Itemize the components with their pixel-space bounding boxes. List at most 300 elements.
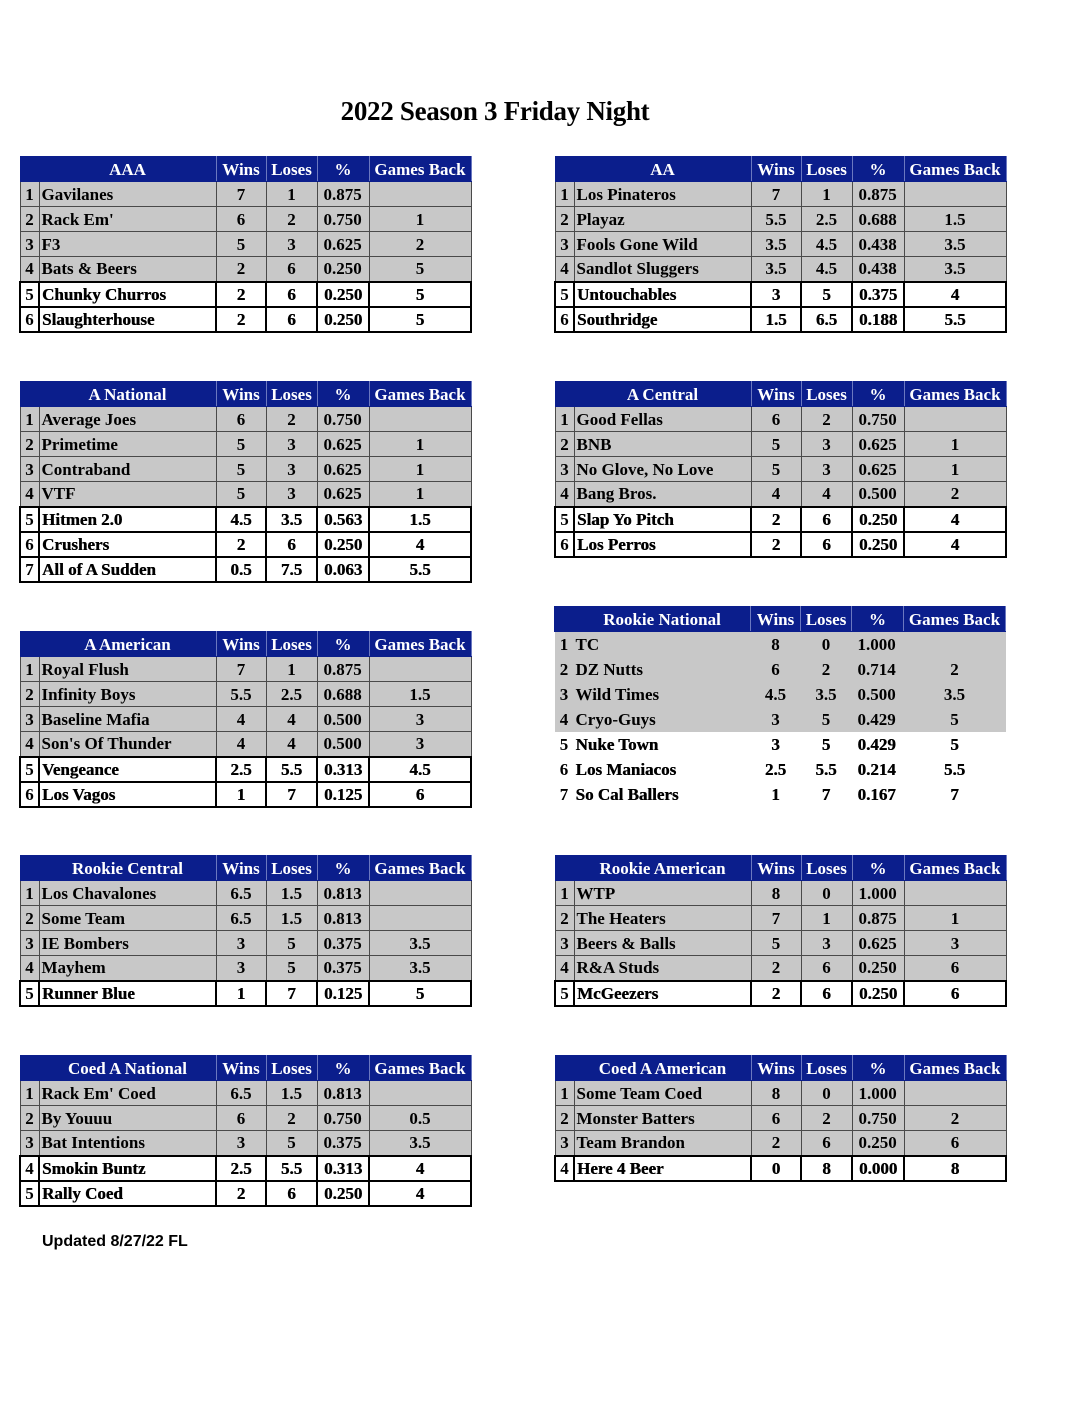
table-row — [555, 657, 1006, 682]
header-row — [555, 1056, 1006, 1081]
games-back-cell — [904, 632, 1006, 657]
division-name: Coed A American — [574, 1056, 751, 1081]
team-name: Los Chavalones — [39, 881, 216, 906]
loses-cell: 6 — [266, 532, 317, 557]
rank-cell: 3 — [20, 232, 39, 257]
games-back-cell: 1 — [369, 432, 471, 457]
pct-cell: 0.625 — [317, 482, 369, 507]
team-name: Some Team — [39, 906, 216, 931]
table-row — [555, 757, 1006, 782]
header-games-back: Games Back — [904, 856, 1006, 881]
games-back-cell: 3 — [369, 732, 471, 757]
table-row — [555, 182, 1006, 207]
games-back-cell: 3.5 — [904, 232, 1006, 257]
rank-cell: 5 — [555, 981, 574, 1006]
table-row — [555, 981, 1006, 1006]
standings-rookie-american — [554, 855, 1007, 1007]
wins-cell: 5.5 — [216, 682, 266, 707]
page-title: 2022 Season 3 Friday Night — [340, 96, 650, 126]
header-rank-cell — [555, 157, 574, 182]
games-back-cell — [369, 906, 471, 931]
header-loses: Loses — [266, 1056, 317, 1081]
header-games-back: Games Back — [369, 157, 471, 182]
rank-cell: 3 — [555, 232, 574, 257]
table-row — [20, 1106, 471, 1131]
standings-aa — [554, 156, 1007, 333]
table-row — [555, 1081, 1006, 1106]
pct-cell: 0.375 — [317, 956, 369, 981]
wins-cell: 6.5 — [216, 1081, 266, 1106]
team-name: Playaz — [574, 207, 751, 232]
loses-cell: 7.5 — [266, 557, 317, 582]
rank-cell: 4 — [20, 1156, 39, 1181]
loses-cell: 3 — [801, 432, 852, 457]
rank-cell: 1 — [20, 881, 39, 906]
wins-cell: 2 — [751, 1131, 801, 1156]
games-back-cell: 4 — [904, 282, 1006, 307]
wins-cell: 6 — [751, 407, 801, 432]
header-rank-cell — [555, 1056, 574, 1081]
wins-cell: 2 — [216, 532, 266, 557]
rank-cell: 4 — [20, 732, 39, 757]
loses-cell: 3 — [801, 931, 852, 956]
loses-cell: 0 — [801, 881, 852, 906]
rank-cell: 2 — [20, 1106, 39, 1131]
header-row — [555, 157, 1006, 182]
table-row — [555, 207, 1006, 232]
rank-cell: 6 — [20, 532, 39, 557]
loses-cell: 0 — [801, 632, 852, 657]
table-row — [555, 532, 1006, 557]
games-back-cell: 1.5 — [369, 682, 471, 707]
pct-cell: 0.375 — [317, 1131, 369, 1156]
header-pct: % — [852, 157, 904, 182]
table-row — [555, 906, 1006, 931]
division-name: AA — [574, 157, 751, 182]
rank-cell: 2 — [20, 682, 39, 707]
header-rank-cell — [20, 382, 39, 407]
pct-cell: 0.813 — [317, 881, 369, 906]
pct-cell: 0.714 — [852, 657, 904, 682]
loses-cell: 1 — [801, 182, 852, 207]
header-loses: Loses — [266, 382, 317, 407]
pct-cell: 0.875 — [317, 657, 369, 682]
rank-cell: 3 — [20, 707, 39, 732]
division-name: A American — [39, 632, 216, 657]
team-name: Some Team Coed — [574, 1081, 751, 1106]
team-name: IE Bombers — [39, 931, 216, 956]
games-back-cell — [369, 407, 471, 432]
loses-cell: 6 — [801, 507, 852, 532]
pct-cell: 0.438 — [852, 257, 904, 282]
team-name: TC — [574, 632, 751, 657]
pct-cell: 1.000 — [852, 1081, 904, 1106]
header-wins: Wins — [751, 382, 801, 407]
header-games-back: Games Back — [369, 856, 471, 881]
header-rank-cell — [555, 382, 574, 407]
team-name: Beers & Balls — [574, 931, 751, 956]
rank-cell: 6 — [555, 532, 574, 557]
team-name: Vengeance — [39, 757, 216, 782]
table-row — [20, 906, 471, 931]
rank-cell: 1 — [20, 407, 39, 432]
rank-cell: 5 — [20, 282, 39, 307]
loses-cell: 6 — [801, 1131, 852, 1156]
loses-cell: 5 — [266, 1131, 317, 1156]
division-name: Rookie Central — [39, 856, 216, 881]
table-row — [20, 931, 471, 956]
standings-aaa — [19, 156, 472, 333]
rank-cell: 2 — [555, 657, 574, 682]
pct-cell: 0.563 — [317, 507, 369, 532]
pct-cell: 0.875 — [852, 906, 904, 931]
wins-cell: 2 — [751, 956, 801, 981]
header-wins: Wins — [216, 157, 266, 182]
table-row — [555, 507, 1006, 532]
team-name: BNB — [574, 432, 751, 457]
header-wins: Wins — [751, 607, 801, 632]
table-row — [20, 307, 471, 332]
loses-cell: 1 — [266, 182, 317, 207]
pct-cell: 0.429 — [852, 732, 904, 757]
games-back-cell: 3.5 — [904, 257, 1006, 282]
header-pct: % — [852, 607, 904, 632]
team-name: Rack Em' — [39, 207, 216, 232]
games-back-cell: 4 — [369, 1156, 471, 1181]
wins-cell: 6.5 — [216, 906, 266, 931]
games-back-cell: 5 — [904, 707, 1006, 732]
division-name: A Central — [574, 382, 751, 407]
header-loses: Loses — [801, 856, 852, 881]
table-row — [20, 407, 471, 432]
header-rank-cell — [555, 856, 574, 881]
rank-cell: 3 — [555, 931, 574, 956]
rank-cell: 5 — [20, 981, 39, 1006]
pct-cell: 0.250 — [852, 532, 904, 557]
team-name: Nuke Town — [574, 732, 751, 757]
pct-cell: 0.500 — [852, 682, 904, 707]
games-back-cell: 5.5 — [369, 557, 471, 582]
header-loses: Loses — [801, 157, 852, 182]
pct-cell: 0.375 — [317, 931, 369, 956]
team-name: Good Fellas — [574, 407, 751, 432]
header-row — [20, 1056, 471, 1081]
rank-cell: 1 — [20, 1081, 39, 1106]
games-back-cell — [904, 407, 1006, 432]
games-back-cell: 2 — [904, 482, 1006, 507]
wins-cell: 2 — [751, 981, 801, 1006]
pct-cell: 0.750 — [852, 1106, 904, 1131]
table-row — [20, 707, 471, 732]
loses-cell: 4 — [266, 732, 317, 757]
rank-cell: 3 — [555, 682, 574, 707]
loses-cell: 3.5 — [266, 507, 317, 532]
loses-cell: 2.5 — [266, 682, 317, 707]
table-row — [20, 981, 471, 1006]
table-row — [555, 482, 1006, 507]
loses-cell: 1 — [266, 657, 317, 682]
table-row — [20, 532, 471, 557]
header-row — [555, 607, 1006, 632]
loses-cell: 5 — [266, 956, 317, 981]
wins-cell: 5 — [216, 232, 266, 257]
header-row — [20, 382, 471, 407]
loses-cell: 3.5 — [801, 682, 852, 707]
table-row — [20, 782, 471, 807]
header-games-back: Games Back — [904, 1056, 1006, 1081]
table-row — [555, 707, 1006, 732]
table-row — [20, 257, 471, 282]
table-row — [555, 257, 1006, 282]
team-name: Primetime — [39, 432, 216, 457]
rank-cell: 4 — [555, 482, 574, 507]
loses-cell: 3 — [266, 482, 317, 507]
loses-cell: 6 — [801, 956, 852, 981]
table-row — [20, 482, 471, 507]
table-row — [20, 507, 471, 532]
table-row — [20, 732, 471, 757]
team-name: Fools Gone Wild — [574, 232, 751, 257]
games-back-cell: 7 — [904, 782, 1006, 807]
wins-cell: 2.5 — [751, 757, 801, 782]
rank-cell: 4 — [20, 482, 39, 507]
games-back-cell — [369, 657, 471, 682]
rank-cell: 2 — [555, 207, 574, 232]
pct-cell: 0.500 — [317, 732, 369, 757]
rank-cell: 7 — [20, 557, 39, 582]
loses-cell: 2 — [801, 1106, 852, 1131]
loses-cell: 5.5 — [801, 757, 852, 782]
team-name: Hitmen 2.0 — [39, 507, 216, 532]
standings-a-national — [19, 381, 472, 583]
header-games-back: Games Back — [904, 607, 1006, 632]
games-back-cell: 5.5 — [904, 757, 1006, 782]
rank-cell: 4 — [555, 707, 574, 732]
table-row — [555, 1156, 1006, 1181]
wins-cell: 0.5 — [216, 557, 266, 582]
wins-cell: 5 — [751, 432, 801, 457]
table-row — [20, 657, 471, 682]
loses-cell: 3 — [266, 232, 317, 257]
table-row — [20, 1081, 471, 1106]
wins-cell: 6 — [216, 1106, 266, 1131]
games-back-cell: 2 — [369, 232, 471, 257]
wins-cell: 2 — [216, 282, 266, 307]
pct-cell: 0.313 — [317, 1156, 369, 1181]
standings-a-central — [554, 381, 1007, 558]
games-back-cell: 0.5 — [369, 1106, 471, 1131]
team-name: Baseline Mafia — [39, 707, 216, 732]
team-name: Los Vagos — [39, 782, 216, 807]
team-name: Untouchables — [574, 282, 751, 307]
pct-cell: 0.875 — [317, 182, 369, 207]
wins-cell: 5.5 — [751, 207, 801, 232]
rank-cell: 1 — [20, 182, 39, 207]
loses-cell: 3 — [801, 457, 852, 482]
team-name: Los Pinateros — [574, 182, 751, 207]
header-games-back: Games Back — [369, 1056, 471, 1081]
wins-cell: 4 — [751, 482, 801, 507]
loses-cell: 4.5 — [801, 232, 852, 257]
team-name: Southridge — [574, 307, 751, 332]
loses-cell: 6 — [266, 257, 317, 282]
loses-cell: 4 — [801, 482, 852, 507]
rank-cell: 1 — [555, 407, 574, 432]
team-name: Son's Of Thunder — [39, 732, 216, 757]
wins-cell: 1.5 — [751, 307, 801, 332]
header-pct: % — [317, 856, 369, 881]
games-back-cell — [369, 182, 471, 207]
pct-cell: 0.250 — [317, 257, 369, 282]
games-back-cell: 2 — [904, 1106, 1006, 1131]
games-back-cell: 3 — [904, 931, 1006, 956]
team-name: So Cal Ballers — [574, 782, 751, 807]
wins-cell: 2.5 — [216, 757, 266, 782]
games-back-cell — [369, 881, 471, 906]
team-name: Sandlot Sluggers — [574, 257, 751, 282]
games-back-cell: 5 — [369, 307, 471, 332]
rank-cell: 5 — [555, 282, 574, 307]
header-row — [555, 856, 1006, 881]
table-row — [20, 682, 471, 707]
loses-cell: 3 — [266, 432, 317, 457]
header-loses: Loses — [266, 856, 317, 881]
loses-cell: 1.5 — [266, 881, 317, 906]
team-name: VTF — [39, 482, 216, 507]
loses-cell: 6 — [266, 307, 317, 332]
wins-cell: 2 — [216, 1181, 266, 1206]
team-name: DZ Nutts — [574, 657, 751, 682]
pct-cell: 0.250 — [317, 282, 369, 307]
wins-cell: 1 — [216, 981, 266, 1006]
rank-cell: 5 — [20, 1181, 39, 1206]
team-name: Bat Intentions — [39, 1131, 216, 1156]
games-back-cell: 4 — [369, 532, 471, 557]
team-name: Royal Flush — [39, 657, 216, 682]
loses-cell: 2 — [801, 407, 852, 432]
rank-cell: 2 — [20, 207, 39, 232]
team-name: Average Joes — [39, 407, 216, 432]
rank-cell: 3 — [20, 457, 39, 482]
wins-cell: 2 — [216, 307, 266, 332]
wins-cell: 6 — [216, 407, 266, 432]
games-back-cell: 4 — [369, 1181, 471, 1206]
games-back-cell: 5 — [369, 981, 471, 1006]
team-name: F3 — [39, 232, 216, 257]
wins-cell: 3.5 — [751, 232, 801, 257]
games-back-cell: 2 — [904, 657, 1006, 682]
games-back-cell: 6 — [904, 1131, 1006, 1156]
wins-cell: 6 — [751, 1106, 801, 1131]
wins-cell: 2 — [751, 507, 801, 532]
pct-cell: 0.188 — [852, 307, 904, 332]
loses-cell: 2 — [801, 657, 852, 682]
pct-cell: 0.625 — [852, 457, 904, 482]
wins-cell: 0 — [751, 1156, 801, 1181]
loses-cell: 5 — [266, 931, 317, 956]
header-rank-cell — [555, 607, 574, 632]
loses-cell: 7 — [801, 782, 852, 807]
games-back-cell — [369, 1081, 471, 1106]
pct-cell: 0.250 — [317, 532, 369, 557]
loses-cell: 4.5 — [801, 257, 852, 282]
pct-cell: 0.429 — [852, 707, 904, 732]
division-name: Coed A National — [39, 1056, 216, 1081]
header-games-back: Games Back — [904, 157, 1006, 182]
table-row — [20, 232, 471, 257]
games-back-cell: 8 — [904, 1156, 1006, 1181]
rank-cell: 1 — [555, 1081, 574, 1106]
table-row — [555, 307, 1006, 332]
games-back-cell — [904, 182, 1006, 207]
rank-cell: 4 — [555, 257, 574, 282]
table-row — [20, 1181, 471, 1206]
games-back-cell: 1 — [904, 457, 1006, 482]
header-rank-cell — [20, 856, 39, 881]
header-loses: Loses — [801, 1056, 852, 1081]
team-name: Chunky Churros — [39, 282, 216, 307]
pct-cell: 0.813 — [317, 1081, 369, 1106]
loses-cell: 8 — [801, 1156, 852, 1181]
games-back-cell: 1 — [904, 432, 1006, 457]
header-wins: Wins — [751, 157, 801, 182]
rank-cell: 5 — [20, 757, 39, 782]
pct-cell: 0.214 — [852, 757, 904, 782]
pct-cell: 0.750 — [317, 207, 369, 232]
wins-cell: 3 — [751, 282, 801, 307]
header-pct: % — [317, 632, 369, 657]
games-back-cell: 4.5 — [369, 757, 471, 782]
pct-cell: 0.000 — [852, 1156, 904, 1181]
pct-cell: 0.625 — [317, 232, 369, 257]
header-pct: % — [852, 1056, 904, 1081]
team-name: Rack Em' Coed — [39, 1081, 216, 1106]
loses-cell: 7 — [266, 981, 317, 1006]
header-loses: Loses — [266, 157, 317, 182]
standings-rookie-national — [554, 606, 1006, 807]
pct-cell: 0.688 — [852, 207, 904, 232]
pct-cell: 1.000 — [852, 881, 904, 906]
table-row — [20, 557, 471, 582]
rank-cell: 3 — [20, 931, 39, 956]
updated-note: Updated 8/27/22 FL — [42, 1233, 188, 1250]
loses-cell: 4 — [266, 707, 317, 732]
rank-cell: 6 — [555, 307, 574, 332]
rank-cell: 3 — [555, 457, 574, 482]
games-back-cell: 5 — [369, 257, 471, 282]
games-back-cell: 1 — [369, 207, 471, 232]
wins-cell: 7 — [216, 657, 266, 682]
games-back-cell: 1.5 — [369, 507, 471, 532]
wins-cell: 3 — [216, 1131, 266, 1156]
loses-cell: 6 — [266, 1181, 317, 1206]
table-row — [20, 881, 471, 906]
wins-cell: 2 — [216, 257, 266, 282]
header-row — [20, 157, 471, 182]
header-rank-cell — [20, 632, 39, 657]
loses-cell: 6 — [801, 532, 852, 557]
rank-cell: 6 — [20, 307, 39, 332]
header-loses: Loses — [801, 382, 852, 407]
team-name: R&A Studs — [574, 956, 751, 981]
team-name: Mayhem — [39, 956, 216, 981]
table-row — [555, 931, 1006, 956]
rank-cell: 5 — [555, 732, 574, 757]
loses-cell: 5 — [801, 282, 852, 307]
wins-cell: 5 — [216, 432, 266, 457]
table-row — [555, 632, 1006, 657]
wins-cell: 3 — [751, 707, 801, 732]
